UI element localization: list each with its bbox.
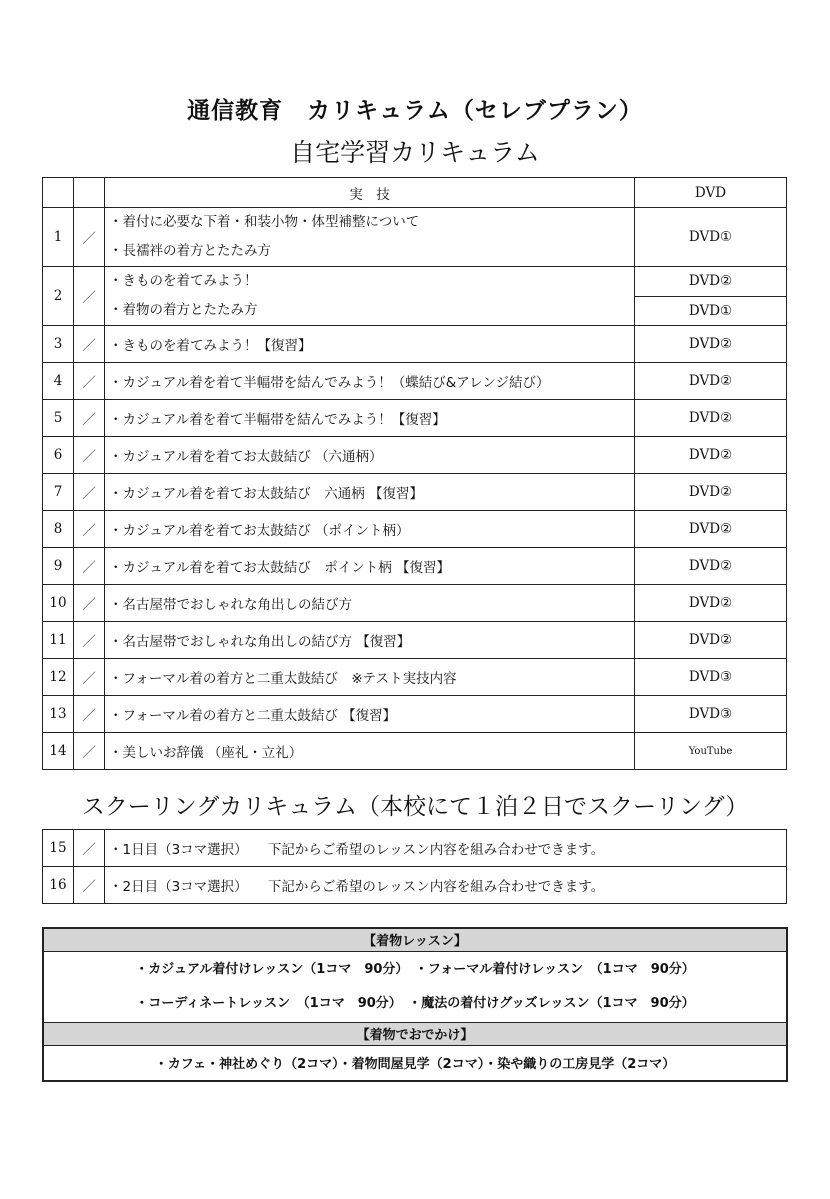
dvd-cell: DVD② <box>635 267 787 297</box>
dvd-cell: DVD③ <box>635 696 787 733</box>
header-practice: 実 技 <box>105 178 635 208</box>
date-slash: ／ <box>74 511 105 548</box>
row-content: ・カジュアル着を着てお太鼓結び ポイント柄 【復習】 <box>105 548 635 585</box>
header-dvd: DVD <box>635 178 787 208</box>
row-number: 15 <box>43 830 74 867</box>
page-title: 通信教育 カリキュラム（セレブプラン） <box>187 98 643 124</box>
row-content: ・カジュアル着を着てお太鼓結び 六通柄 【復習】 <box>105 474 635 511</box>
dvd-cell: DVD② <box>635 363 787 400</box>
outing-header-row <box>43 1022 787 1045</box>
outing-body-row <box>43 1045 787 1081</box>
table-row <box>43 548 787 585</box>
outing-header: 【着物でおでかけ】 <box>43 1022 787 1045</box>
dvd-cell: DVD② <box>635 585 787 622</box>
row-content: ・名古屋帯でおしゃれな角出しの結び方 【復習】 <box>105 622 635 659</box>
date-slash: ／ <box>74 622 105 659</box>
dvd-cell: DVD② <box>635 511 787 548</box>
row-content <box>105 267 635 326</box>
row-number: 14 <box>43 733 74 770</box>
header-slash-cell <box>74 178 105 208</box>
table-row <box>43 400 787 437</box>
row-content: ・カジュアル着を着てお太鼓結び （六通柄） <box>105 437 635 474</box>
lesson-options-table <box>42 927 788 1082</box>
row-content: ・カジュアル着を着て半幅帯を結んでみよう！（蝶結び&アレンジ結び） <box>105 363 635 400</box>
row-number: 3 <box>43 326 74 363</box>
table-row <box>43 267 787 297</box>
kimono-lesson-header-row <box>43 928 787 951</box>
row-number: 6 <box>43 437 74 474</box>
date-slash: ／ <box>74 548 105 585</box>
row-number: 9 <box>43 548 74 585</box>
table-row <box>43 622 787 659</box>
table-row <box>43 326 787 363</box>
dvd-cell: DVD③ <box>635 659 787 696</box>
date-slash: ／ <box>74 363 105 400</box>
row-line: ・きものを着てみよう！ <box>109 273 258 289</box>
dvd-cell: DVD② <box>635 400 787 437</box>
date-slash: ／ <box>74 830 105 867</box>
dvd-cell: DVD② <box>635 474 787 511</box>
table-row <box>43 585 787 622</box>
table-row <box>43 867 787 904</box>
dvd-cell: DVD① <box>635 208 787 267</box>
outing-body: ・カフェ・神社めぐり（2コマ）・着物問屋見学（2コマ）・染や織りの工房見学（2コマ） <box>43 1045 787 1081</box>
row-content: ・2日目（3コマ選択） 下記からご希望のレッスン内容を組み合わせできます。 <box>105 867 787 904</box>
kimono-lesson-line: ・カジュアル着付けレッスン（1コマ 90分） ・フォーマル着付けレッスン （1コマ 90分） <box>135 961 695 977</box>
row-content: ・カジュアル着を着てお太鼓結び （ポイント柄） <box>105 511 635 548</box>
home-study-title: 自宅学習カリキュラム <box>290 138 540 167</box>
row-content: ・フォーマル着の着方と二重太鼓結び 【復習】 <box>105 696 635 733</box>
dvd-cell: DVD② <box>635 622 787 659</box>
row-number: 10 <box>43 585 74 622</box>
header-num-cell <box>43 178 74 208</box>
table-row <box>43 733 787 770</box>
row-content <box>105 208 635 267</box>
row-content: ・1日目（3コマ選択） 下記からご希望のレッスン内容を組み合わせできます。 <box>105 830 787 867</box>
date-slash: ／ <box>74 208 105 267</box>
row-number: 4 <box>43 363 74 400</box>
date-slash: ／ <box>74 867 105 904</box>
dvd-cell: DVD① <box>635 296 787 326</box>
table-row <box>43 437 787 474</box>
schooling-title: スクーリングカリキュラム（本校にて１泊２日でスクーリング） <box>81 794 749 820</box>
table-row <box>43 659 787 696</box>
home-study-table <box>42 177 787 770</box>
date-slash: ／ <box>74 659 105 696</box>
row-number: 12 <box>43 659 74 696</box>
row-number: 7 <box>43 474 74 511</box>
date-slash: ／ <box>74 437 105 474</box>
row-number: 5 <box>43 400 74 437</box>
date-slash: ／ <box>74 400 105 437</box>
dvd-cell: DVD② <box>635 326 787 363</box>
row-number: 13 <box>43 696 74 733</box>
row-line: ・着物の着方とたたみ方 <box>109 302 258 318</box>
row-line: ・長襦袢の着方とたたみ方 <box>109 243 271 259</box>
kimono-lesson-line: ・コーディネートレッスン （1コマ 90分） ・魔法の着付けグッズレッスン（1コマ 90分） <box>135 995 695 1011</box>
row-number: 8 <box>43 511 74 548</box>
kimono-lesson-body-row <box>43 951 787 1022</box>
row-content: ・きものを着てみよう！【復習】 <box>105 326 635 363</box>
schooling-table <box>42 829 787 904</box>
table-row <box>43 474 787 511</box>
row-number: 11 <box>43 622 74 659</box>
row-number: 16 <box>43 867 74 904</box>
date-slash: ／ <box>74 474 105 511</box>
row-content: ・名古屋帯でおしゃれな角出しの結び方 <box>105 585 635 622</box>
table-row <box>43 511 787 548</box>
row-number: 1 <box>43 208 74 267</box>
dvd-cell: DVD② <box>635 437 787 474</box>
youtube-cell: YouTube <box>635 733 787 770</box>
row-content: ・カジュアル着を着て半幅帯を結んでみよう！【復習】 <box>105 400 635 437</box>
table-row <box>43 830 787 867</box>
table-row <box>43 208 787 267</box>
table-row <box>43 363 787 400</box>
row-content: ・フォーマル着の着方と二重太鼓結び ※テスト実技内容 <box>105 659 635 696</box>
dvd-cell: DVD② <box>635 548 787 585</box>
date-slash: ／ <box>74 326 105 363</box>
date-slash: ／ <box>74 267 105 326</box>
row-number: 2 <box>43 267 74 326</box>
row-content: ・美しいお辞儀 （座礼・立礼） <box>105 733 635 770</box>
row-line: ・着付に必要な下着・和装小物・体型補整について <box>109 214 420 230</box>
table-header-row <box>43 178 787 208</box>
table-row <box>43 696 787 733</box>
date-slash: ／ <box>74 733 105 770</box>
date-slash: ／ <box>74 585 105 622</box>
kimono-lesson-header: 【着物レッスン】 <box>43 928 787 951</box>
kimono-lesson-body <box>43 951 787 1022</box>
date-slash: ／ <box>74 696 105 733</box>
